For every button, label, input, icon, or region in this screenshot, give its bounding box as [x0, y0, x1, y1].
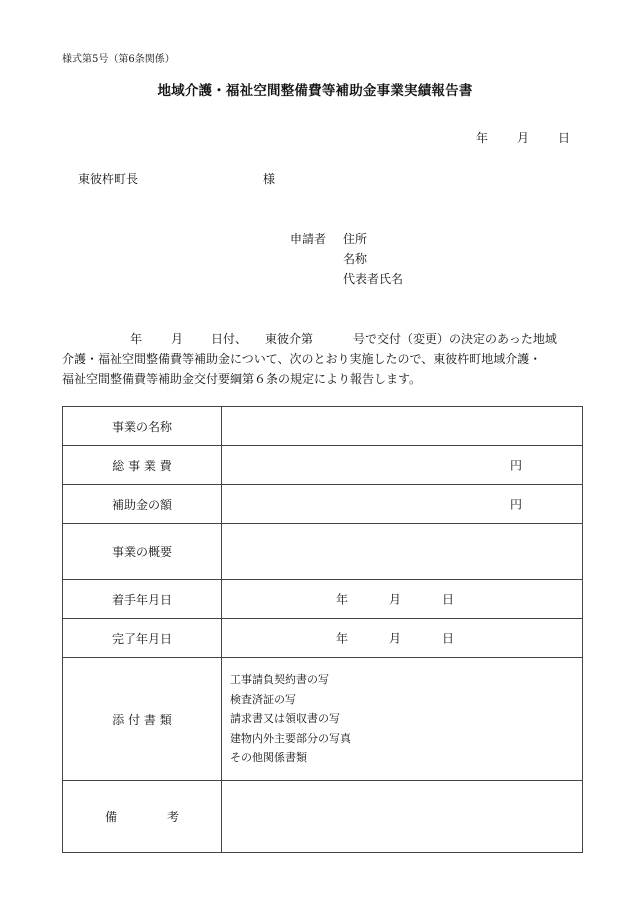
- applicant-name-label: 名称: [343, 252, 368, 266]
- attachments-field: [222, 658, 583, 781]
- completion-date-day: 日: [442, 631, 455, 646]
- completion-date-field[interactable]: [222, 619, 583, 658]
- project-overview-label: 事業の概要: [63, 524, 222, 580]
- body-month: 月: [171, 332, 184, 346]
- completion-date-label: 完了年月日: [63, 619, 222, 658]
- project-overview-field[interactable]: [222, 524, 583, 580]
- body-year: 年: [130, 332, 143, 346]
- applicant-address-label: 住所: [343, 232, 368, 246]
- start-date-day: 日: [442, 592, 455, 607]
- body-line-2: 介護・福祉空間整備費等補助金について、次のとおり実施したので、東彼杵町地域介護・: [62, 352, 542, 366]
- attachment-item: 請求書又は領収書の写: [230, 712, 340, 726]
- remarks-label-2: 考: [167, 810, 180, 824]
- project-name-label: 事業の名称: [63, 407, 222, 446]
- remarks-label-1: 備: [104, 810, 117, 824]
- start-date-field[interactable]: [222, 580, 583, 619]
- form-number: 様式第5号（第6条関係）: [62, 54, 175, 65]
- applicant-representative-label: 代表者氏名: [343, 272, 404, 286]
- body-line-3: 福祉空間整備費等補助金交付要綱第６条の規定により報告します。: [62, 372, 422, 386]
- remarks-field[interactable]: [222, 781, 583, 853]
- start-date-year: 年: [336, 592, 349, 607]
- start-date-month: 月: [389, 592, 402, 607]
- total-cost-yen: 円: [509, 458, 522, 473]
- addressee: 東彼杵町長: [78, 172, 139, 186]
- report-table: [62, 406, 583, 853]
- date-year: 年: [476, 131, 489, 145]
- project-name-field[interactable]: [222, 407, 583, 446]
- remarks-label: [63, 781, 222, 853]
- total-cost-label: 総 事 業 費: [63, 446, 222, 485]
- body-ref-prefix: 東彼介第: [265, 332, 314, 346]
- attachment-item: 検査済証の写: [230, 692, 296, 706]
- honorific: 様: [263, 172, 276, 186]
- date-month: 月: [517, 131, 530, 145]
- completion-date-year: 年: [336, 631, 349, 646]
- attachment-item: その他関係書類: [230, 751, 307, 765]
- body-day: 日付、: [211, 332, 248, 346]
- subsidy-amount-field[interactable]: [222, 485, 583, 524]
- total-cost-field[interactable]: [222, 446, 583, 485]
- attachment-item: 建物内外主要部分の写真: [230, 731, 351, 745]
- completion-date-month: 月: [389, 631, 402, 646]
- document-title: 地域介護・福祉空間整備費等補助金事業実績報告書: [157, 83, 473, 99]
- body-line1-rest: 号で交付（変更）の決定のあった地域: [353, 332, 557, 346]
- attachment-item: 工事請負契約書の写: [230, 673, 329, 687]
- applicant-label: 申請者: [290, 232, 327, 246]
- date-day: 日: [558, 131, 571, 145]
- subsidy-amount-label: 補助金の額: [63, 485, 222, 524]
- start-date-label: 着手年月日: [63, 580, 222, 619]
- attachments-label: 添 付 書 類: [63, 658, 222, 781]
- attachments-list: [222, 670, 582, 768]
- subsidy-amount-yen: 円: [509, 497, 522, 512]
